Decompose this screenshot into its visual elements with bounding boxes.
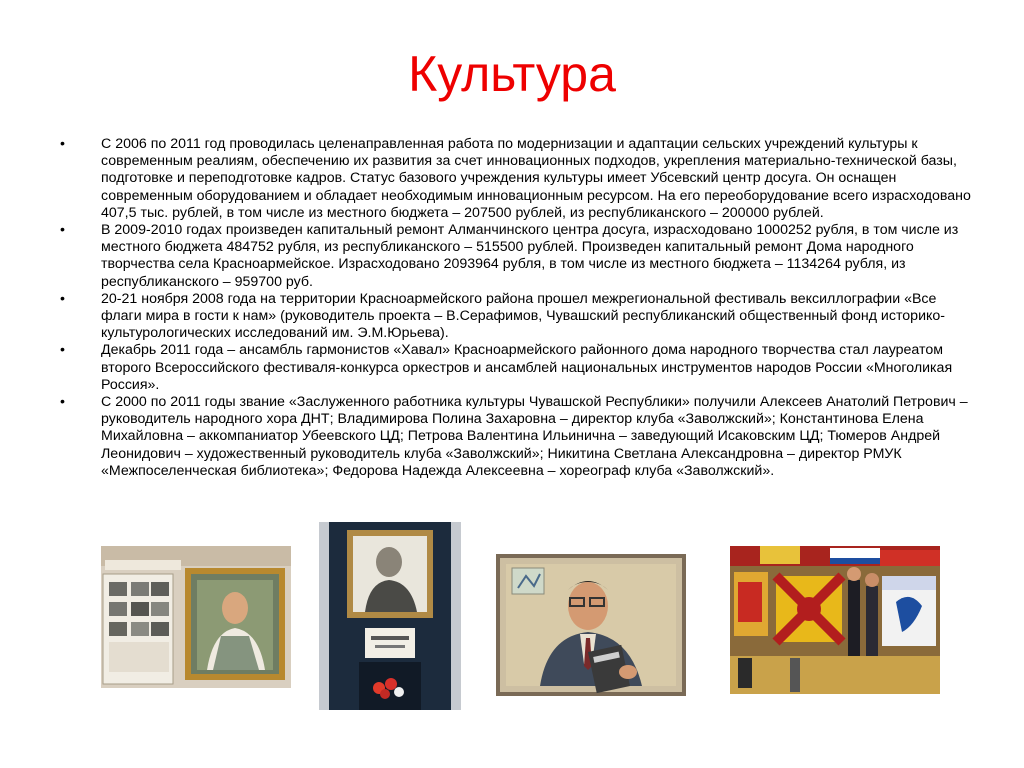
photo-painted-portrait	[496, 554, 686, 696]
bullet-icon: •	[60, 222, 65, 239]
bullet-list	[60, 136, 975, 480]
list-item	[60, 291, 975, 343]
list-item	[60, 136, 975, 222]
bullet-icon: •	[60, 290, 65, 307]
list-item	[60, 342, 975, 394]
bullet-text: В 2009-2010 годах произведен капитальный ремонт Алманчинского центра досуга, израсходовано 1000252 рубля, в том числе из местного бюджета 484752 рубля, из республиканского – 515500 рублей. Произведен капитальный ремонт Дома народного творчества села Красноармейское. Израсходовано 2093964 рубля, в том числе из местного бюджета – 1134264 рубля, из республиканского – 959700 руб.	[101, 222, 959, 290]
bullet-text: 20-21 ноября 2008 года на территории Красноармейского района прошел межрегиональной фестиваль вексиллографии «Все флаги мира в гости к нам» (руководитель проекта – В.Серафимов, Чувашский республиканский общественный фонд историко-культурологических исследований им. Э.М.Юрьева).	[101, 290, 945, 342]
list-item	[60, 394, 975, 480]
photo-portrait-with-board	[101, 546, 291, 688]
slide-title: Культура	[408, 46, 616, 102]
bullet-text: С 2006 по 2011 год проводилась целенаправленная работа по модернизации и адаптации сельских учреждений культуры к современным реалиям, обеспечению их развития за счет инновационных подходов, укрепления материально-технической базы, подготовке и переподготовке кадров. Статус базового учреждения культуры имеет Убсевский центр досуга. Он оснащен современным оборудованием и обладает необходимым инновационным ресурсом. На его переоборудование всего израсходовано 407,5 тыс. рублей, в том числе из местного бюджета – 207500 рублей, из республиканского – 200000 рублей.	[101, 136, 971, 221]
bullet-icon: •	[60, 394, 65, 411]
bullet-icon: •	[60, 136, 65, 152]
photo-portrait-in-dark-frame	[319, 522, 461, 710]
photo-flag-festival	[730, 546, 940, 694]
bullet-text: Декабрь 2011 года – ансамбль гармонистов «Хавал» Красноармейского районного дома народного творчества стал лауреатом второго Всероссийского фестиваля-конкурса оркестров и ансамблей национальных инструментов народов России «Многоликая Россия».	[101, 342, 953, 393]
bullet-text: С 2000 по 2011 годы звание «Заслуженного работника культуры Чувашской Республики» получили Алексеев Анатолий Петрович – руководитель народного хора ДНТ; Владимирова Полина Захаровна – директор клуба «Заволжский»; Константинова Елена Михайловна – аккомпаниатор Убеевского ЦД; Петрова Валентина Ильинична – заведующий Исаковским ЦД; Тюмеров Андрей Леонидович – художественный руководитель клуба «Заволжский»; Никитина Светлана Александровна – директор РМУК «Межпоселенческая библиотека»; Федорова Надежда Алексеевна – хореограф клуба «Заволжский».	[101, 394, 968, 479]
bullet-icon: •	[60, 342, 65, 359]
list-item	[60, 222, 975, 291]
